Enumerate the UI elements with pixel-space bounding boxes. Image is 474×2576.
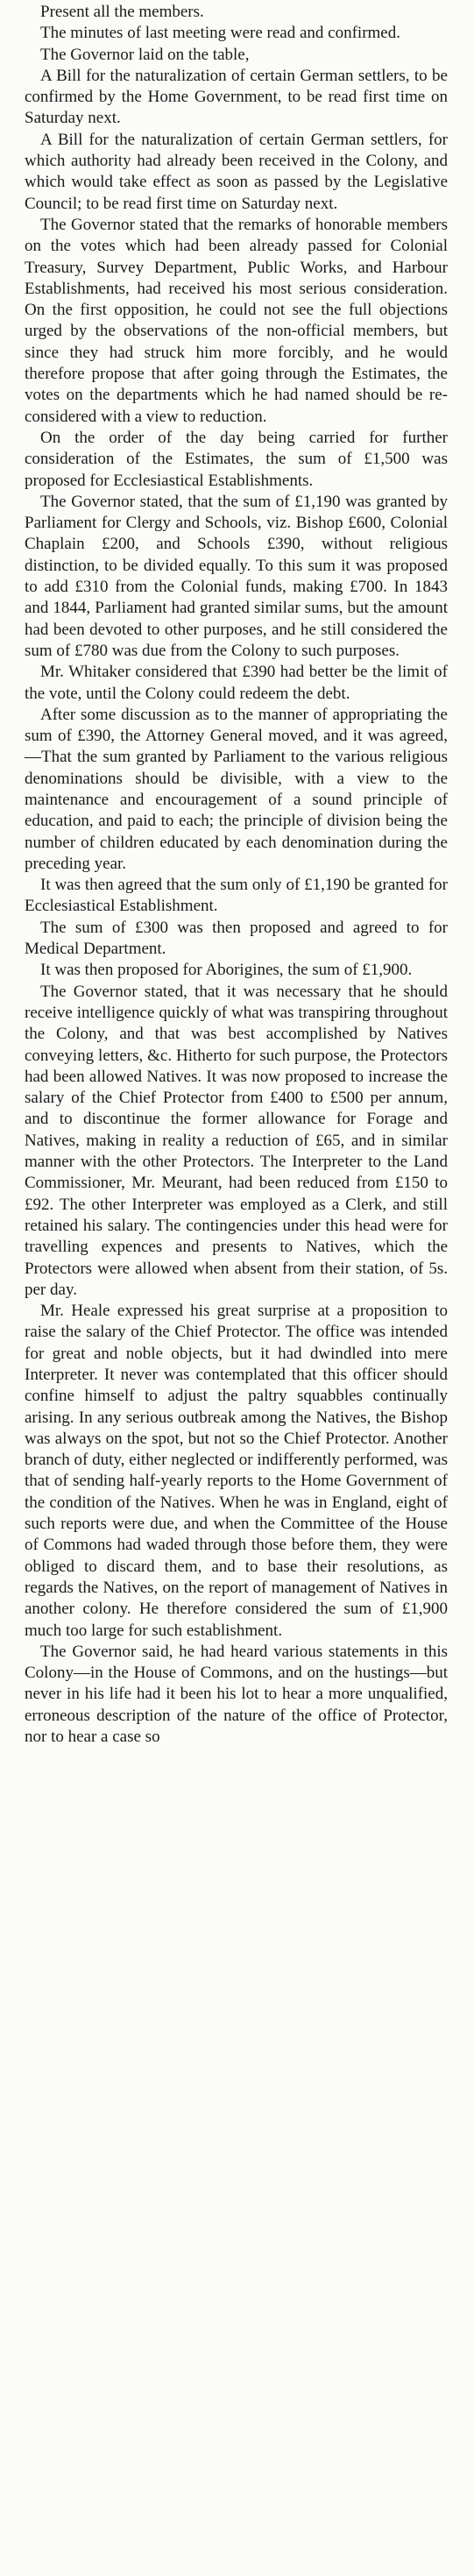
whitaker-paragraph: Mr. Whitaker considered that £390 had better be the limit of the vote, until the Colony could redeem the debt. [25, 663, 448, 703]
protectors-paragraph: The Governor stated, that it was necessary that he should receive intelligence quickly of what was transpiring throughout the Colony, and that was best accomplished by Natives conveying letters, &c. Hitherto for such purpose, the Protectors had been allowed Natives. It was now proposed to increase the salary of the Chief Protector from £400 to £500 per annum, and to discontinue the former allowance for Forage and Natives, making in reality a reduction of £65, and in similar manner with the other Protectors. The Interpreter to the Land Commissioner, Mr. Meurant, had been reduced from £150 to £92. The other Interpreter was employed as a Clerk, and still retained his salary. The contingencies under this head were for travelling expences and presents to Natives, which the Protectors were allowed when absent from their station, of 5s. per day. [25, 982, 448, 1299]
bill-one-paragraph: A Bill for the naturalization of certain German settlers, to be confirmed by the Home Government, to be read first time on Saturday next. [25, 66, 448, 128]
medical-department-paragraph: The sum of £300 was then proposed and agreed to for Medical Department. [25, 918, 448, 959]
minutes-paragraph: The minutes of last meeting were read and confirmed. [40, 24, 400, 43]
attorney-general-paragraph: After some discussion as to the manner of appropriating the sum of £390, the Attorney General moved, and it was agreed,—That the sum granted by Parliament to the various religious denominations should be divisible, with a view to the maintenance and encouragement of a sound principle of education, and paid to each; the principle of division being the number of children educated by each denomination during the preceding year. [25, 705, 448, 873]
clergy-schools-paragraph: The Governor stated, that the sum of £1,190 was granted by Parliament for Clergy and Schools, viz. Bishop £600, Colonial Chaplain £200, and Schools £390, without religious distinction, to be divided equally. To this sum it was proposed to add £310 from the Colonial funds, making £700. In 1843 and 1844, Parliament had granted similar sums, but the amount had been devoted to other purposes, and he still considered the sum of £780 was due from the Colony to such purposes. [25, 492, 448, 660]
heale-paragraph: Mr. Heale expressed his great surprise at a proposition to raise the salary of the Chief Protector. The office was intended for great and noble objects, but it had dwindled into mere Interpreter. It never was contemplated that this officer should confine himself to adjust the paltry squabbles continually arising. In any serious outbreak among the Natives, the Bishop was always on the spot, but not so the Chief Protector. Another branch of duty, either neglected or indifferently performed, was that of sending half-yearly reports to the Home Government of the condition of the Natives. When he was in England, eight of such reports were due, and when the Committee of the House of Commons had waded through those before them, they were obliged to discard them, and to base their resolutions, as regards the Natives, on the report of management of Natives in another colony. He therefore considered the sum of £1,900 much too large for such establishment. [25, 1302, 448, 1640]
article-column [25, 2, 448, 1748]
estimates-order-paragraph: On the order of the day being carried for further consideration of the Estimates, the sum of £1,500 was proposed for Ecclesiastical Establishments. [25, 428, 448, 490]
ecclesiastical-agreed-paragraph: It was then agreed that the sum only of £1,190 be granted for Ecclesiastical Establishment. [25, 876, 448, 916]
governor-reply-paragraph: The Governor said, he had heard various statements in this Colony—in the House of Commons, and on the hustings—but never in his life had it been his lot to hear a more unqualified, erroneous description of the nature of the office of Protector, nor to hear a case so [25, 1642, 448, 1747]
attendance-paragraph: Present all the members. [40, 3, 204, 21]
aborigines-paragraph: It was then proposed for Aborigines, the sum of £1,900. [40, 961, 413, 980]
governor-tabled-paragraph: The Governor laid on the table, [40, 45, 250, 64]
bill-two-paragraph: A Bill for the naturalization of certain German settlers, for which authority had already been received in the Colony, and which would take effect as soon as passed by the Legislative Council; to be read first time on Saturday next. [25, 130, 448, 213]
governor-remarks-paragraph: The Governor stated that the remarks of honorable members on the votes which had been already passed for Colonial Treasury, Survey Department, Public Works, and Harbour Establishments, had received his most serious consideration. On the first opposition, he could not see the full objections urged by the observations of the non-official members, but since they had struck him more forcibly, and he would therefore propose that after going through the Estimates, the votes on the departments which he had named should be re-considered with a view to reduction. [25, 215, 448, 426]
